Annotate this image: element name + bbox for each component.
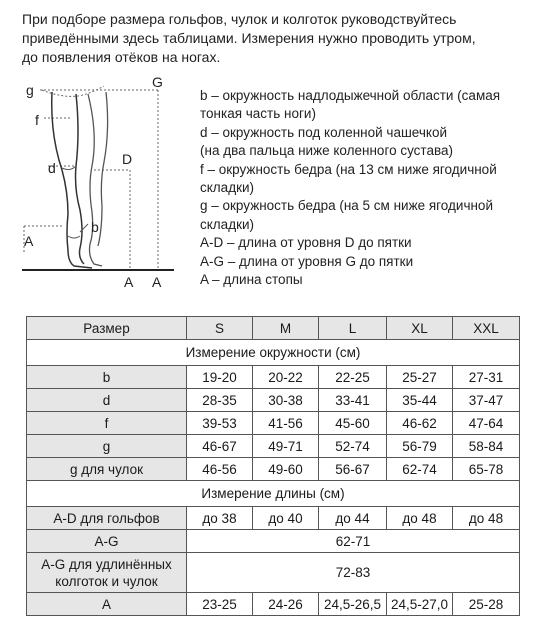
table-row xyxy=(27,412,520,435)
row-label: d xyxy=(27,389,187,412)
legend-line: A – длина стопы xyxy=(200,272,303,288)
legend-line: b – окружность надлодыжечной области (самая xyxy=(200,88,501,103)
header-cell: S xyxy=(187,317,253,340)
table-row xyxy=(27,458,520,481)
row-label: g для чулок xyxy=(27,458,187,481)
section-row xyxy=(27,340,520,366)
table-row xyxy=(27,507,520,530)
section-row xyxy=(27,481,520,507)
row-label: A-D для гольфов xyxy=(27,507,187,530)
table-cell: 19-20 xyxy=(187,366,253,389)
legend-line: A-G – длина от уровня G до пятки xyxy=(200,253,414,269)
table-cell: 46-56 xyxy=(187,458,253,481)
legend-line: f – окружность бедра (на 13 см ниже ягодичной xyxy=(200,161,497,177)
header-cell: M xyxy=(253,317,319,340)
table-cell: 35-44 xyxy=(387,389,453,412)
table-row xyxy=(27,435,520,458)
label-A-bottom-2: A xyxy=(152,274,162,290)
size-table xyxy=(26,316,520,616)
row-label: g xyxy=(27,435,187,458)
table-row xyxy=(27,389,520,412)
table-cell: 46-67 xyxy=(187,435,253,458)
table-cell: 49-60 xyxy=(253,458,319,481)
intro-line-2: приведёнными здесь таблицами. Измерения нужно проводить утром, xyxy=(22,30,476,46)
row-label-line: колготок и чулок xyxy=(55,573,158,589)
section-title-circumference: Измерение окружности (см) xyxy=(27,340,520,366)
table-cell: 49-71 xyxy=(253,435,319,458)
table-cell: 24-26 xyxy=(253,593,319,616)
header-cell: XL xyxy=(387,317,453,340)
table-header-row xyxy=(27,317,520,340)
table-cell: 23-25 xyxy=(187,593,253,616)
label-A-left: A xyxy=(24,233,34,249)
table-cell: 46-62 xyxy=(387,412,453,435)
table-cell: 52-74 xyxy=(319,435,387,458)
table-cell: 25-27 xyxy=(387,366,453,389)
row-label: f xyxy=(27,412,187,435)
header-cell: Размер xyxy=(27,317,187,340)
table-cell: до 48 xyxy=(387,507,453,530)
table-cell: 37-47 xyxy=(453,389,520,412)
legend-line: (на два пальца ниже коленного сустава) xyxy=(200,143,453,159)
table-cell: 24,5-26,5 xyxy=(319,593,387,616)
section-title-length: Измерение длины (см) xyxy=(27,481,520,507)
table-cell: 25-28 xyxy=(453,593,520,616)
legend-line: складки) xyxy=(200,216,255,232)
table-cell: до 44 xyxy=(319,507,387,530)
legend-line: складки) xyxy=(200,180,255,196)
table-row xyxy=(27,553,520,593)
table-cell: 65-78 xyxy=(453,458,520,481)
table-cell: 24,5-27,0 xyxy=(387,593,453,616)
table-row xyxy=(27,530,520,553)
table-cell: 56-79 xyxy=(387,435,453,458)
label-G: G xyxy=(152,74,163,90)
row-label: b xyxy=(27,366,187,389)
leg-drawing xyxy=(18,74,178,292)
table-cell: 41-56 xyxy=(253,412,319,435)
label-D: D xyxy=(122,151,133,167)
table-cell: 33-41 xyxy=(319,389,387,412)
table-cell: 62-71 xyxy=(187,530,520,553)
label-A-bottom-1: A xyxy=(124,274,134,290)
table-cell: 27-31 xyxy=(453,366,520,389)
table-cell: 28-35 xyxy=(187,389,253,412)
row-label: A xyxy=(27,593,187,616)
header-cell: L xyxy=(319,317,387,340)
row-label-line: A-G для удлинённых xyxy=(41,556,172,572)
table-row xyxy=(27,366,520,389)
row-label xyxy=(27,553,187,593)
table-cell: до 40 xyxy=(253,507,319,530)
intro-text xyxy=(22,10,537,67)
table-cell: 39-53 xyxy=(187,412,253,435)
label-b: b xyxy=(91,219,99,235)
legend-line: тонкая часть ноги) xyxy=(200,106,316,122)
table-cell: 20-22 xyxy=(253,366,319,389)
legend-line: d – окружность под коленной чашечкой xyxy=(200,124,447,140)
table-cell: 30-38 xyxy=(253,389,319,412)
table-cell: 58-84 xyxy=(453,435,520,458)
legend-line: A-D – длина от уровня D до пятки xyxy=(200,235,412,251)
table-cell: 47-64 xyxy=(453,412,520,435)
table-cell: до 38 xyxy=(187,507,253,530)
leg-measurement-diagram xyxy=(18,74,178,292)
table-cell: 62-74 xyxy=(387,458,453,481)
row-label: A-G xyxy=(27,530,187,553)
legend-line: g – окружность бедра (на 5 см ниже ягодичной xyxy=(200,198,493,214)
header-cell: XXL xyxy=(453,317,520,340)
intro-line-1: При подборе размера гольфов, чулок и колготок руководствуйтесь xyxy=(22,11,457,27)
measurement-legend xyxy=(200,87,540,289)
table-row xyxy=(27,593,520,616)
table-cell: 45-60 xyxy=(319,412,387,435)
table-cell: 56-67 xyxy=(319,458,387,481)
table-cell: 72-83 xyxy=(187,553,520,593)
label-f: f xyxy=(35,112,39,128)
intro-line-3: до появления отёков на ногах. xyxy=(22,49,221,65)
table-cell: 22-25 xyxy=(319,366,387,389)
table-cell: до 48 xyxy=(453,507,520,530)
label-d: d xyxy=(48,160,56,176)
label-g: g xyxy=(26,82,34,98)
